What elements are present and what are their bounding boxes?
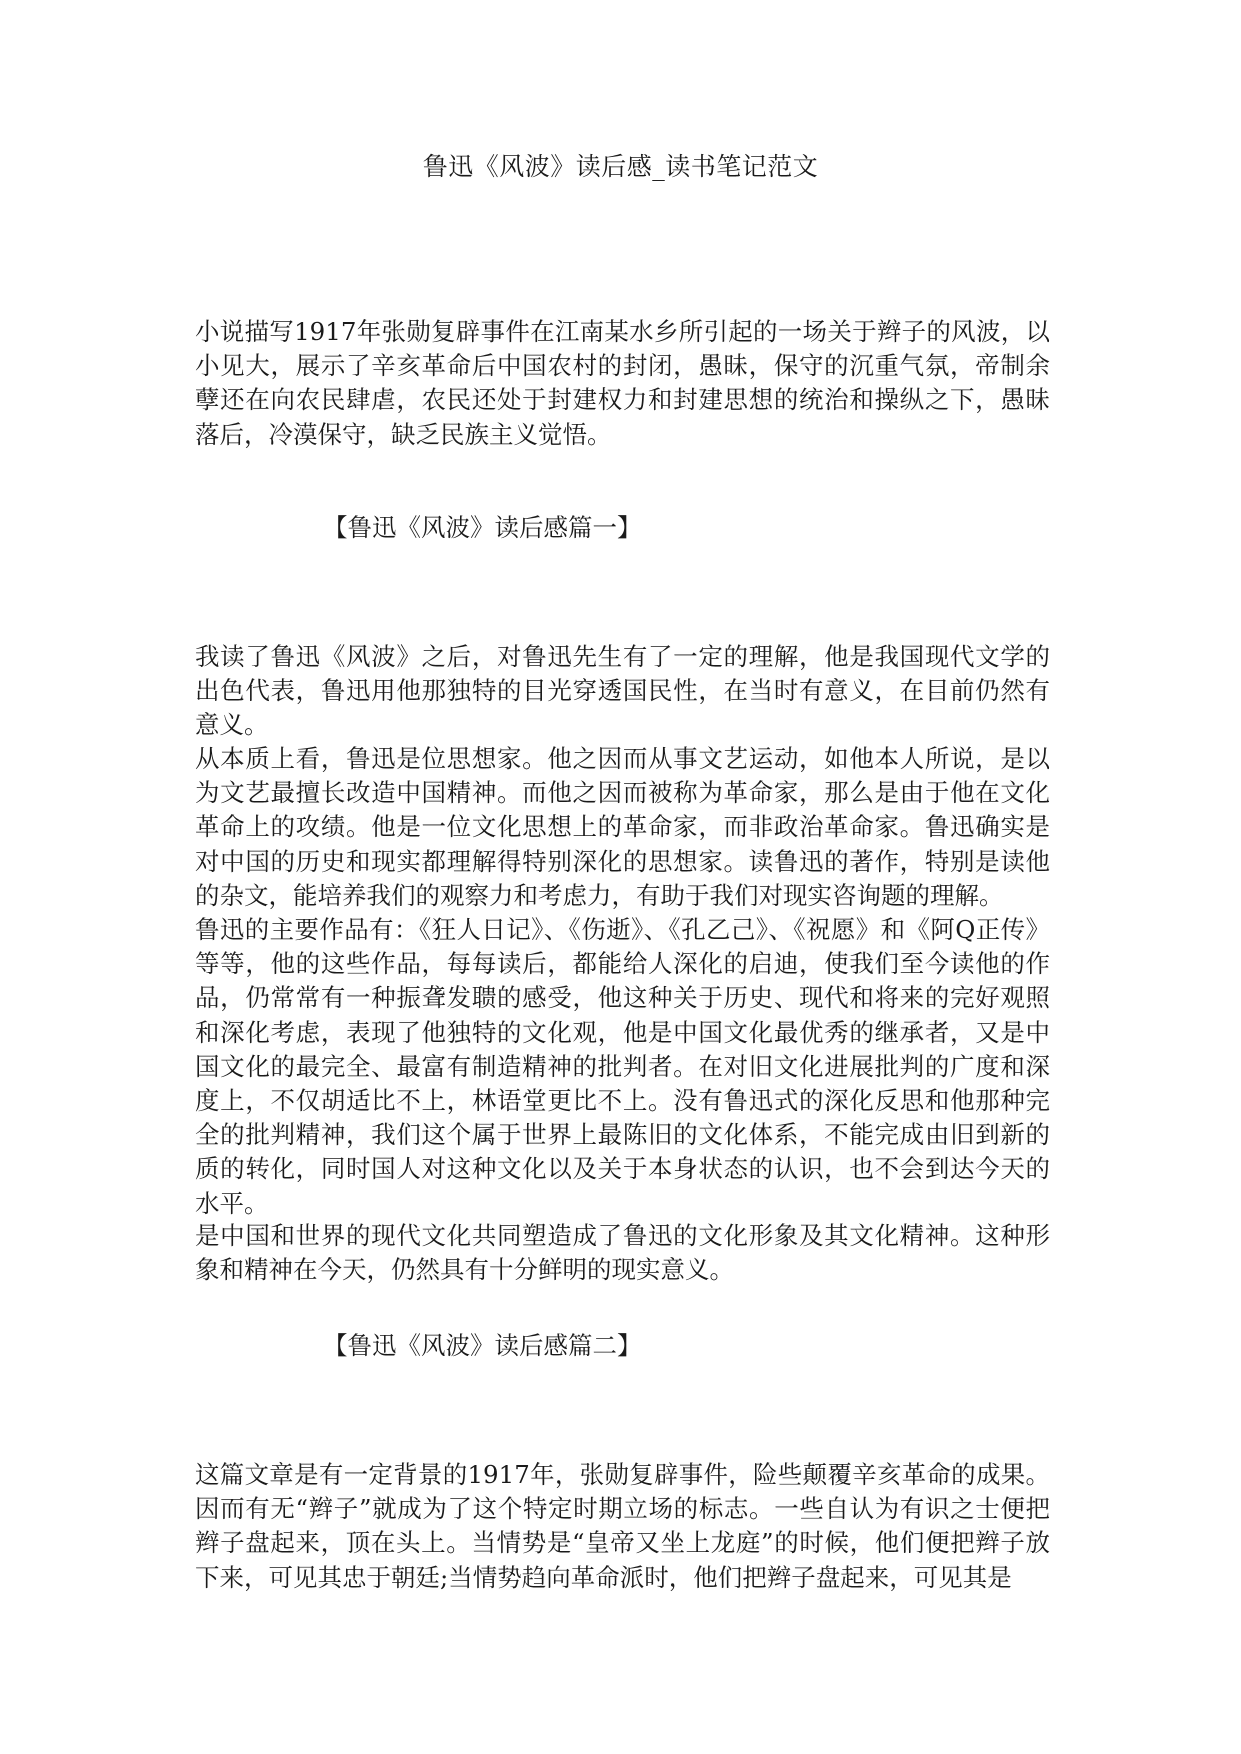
section-two-paragraph: 这篇文章是有一定背景的1917年，张勋复辟事件，险些颠覆辛亥革命的成果。因而有无“辫子”就成为了这个特定时期立场的标志。一些自认为有识之士便把辫子盘起来，顶在头上。当情势是“皇帝又坐上龙庭”的时候，他们便把辫子放下来，可见其忠于朝廷;当情势趋向革命派时，他们把辫子盘起来，可见其是 <box>195 1460 1050 1592</box>
section-heading-two: 【鲁迅《风波》读后感篇二】 <box>323 1331 642 1360</box>
section-one-paragraph: 我读了鲁迅《风波》之后，对鲁迅先生有了一定的理解，他是我国现代文学的出色代表，鲁迅用他那独特的目光穿透国民性，在当时有意义，在目前仍然有意义。 <box>195 642 1050 740</box>
intro-paragraph: 小说描写1917年张勋复辟事件在江南某水乡所引起的一场关于辫子的风波，以小见大，展示了辛亥革命后中国农村的封闭，愚昧，保守的沉重气氛，帝制余孽还在向农民肆虐，农民还处于封建权力和封建思想的统治和操纵之下，愚昧落后，冷漠保守，缺乏民族主义觉悟。 <box>195 317 1050 449</box>
section-one-paragraph: 是中国和世界的现代文化共同塑造成了鲁迅的文化形象及其文化精神。这种形象和精神在今天，仍然具有十分鲜明的现实意义。 <box>195 1221 1050 1285</box>
section-heading-one: 【鲁迅《风波》读后感篇一】 <box>323 513 642 542</box>
document-title: 鲁迅《风波》读后感_读书笔记范文 <box>422 152 819 181</box>
section-one-paragraph: 从本质上看，鲁迅是位思想家。他之因而从事文艺运动，如他本人所说，是以为文艺最擅长改造中国精神。而他之因而被称为革命家，那么是由于他在文化革命上的攻绩。他是一位文化思想上的革命家，而非政治革命家。鲁迅确实是对中国的历史和现实都理解得特别深化的思想家。读鲁迅的著作，特别是读他的杂文，能培养我们的观察力和考虑力，有助于我们对现实咨询题的理解。 <box>195 744 1050 910</box>
section-one-paragraph: 鲁迅的主要作品有：《狂人日记》、《伤逝》、《孔乙己》、《祝愿》和《阿Q正传》等等，他的这些作品，每每读后，都能给人深化的启迪，使我们至今读他的作品，仍常常有一种振聋发聩的感受，他这种关于历史、现代和将来的完好观照和深化考虑，表现了他独特的文化观，他是中国文化最优秀的继承者，又是中国文化的最完全、最富有制造精神的批判者。在对旧文化进展批判的广度和深度上，不仅胡适比不上，林语堂更比不上。没有鲁迅式的深化反思和他那种完全的批判精神，我们这个属于世界上最陈旧的文化体系，不能完成由旧到新的质的转化，同时国人对这种文化以及关于本身状态的认识，也不会到达今天的水平。 <box>195 915 1050 1218</box>
